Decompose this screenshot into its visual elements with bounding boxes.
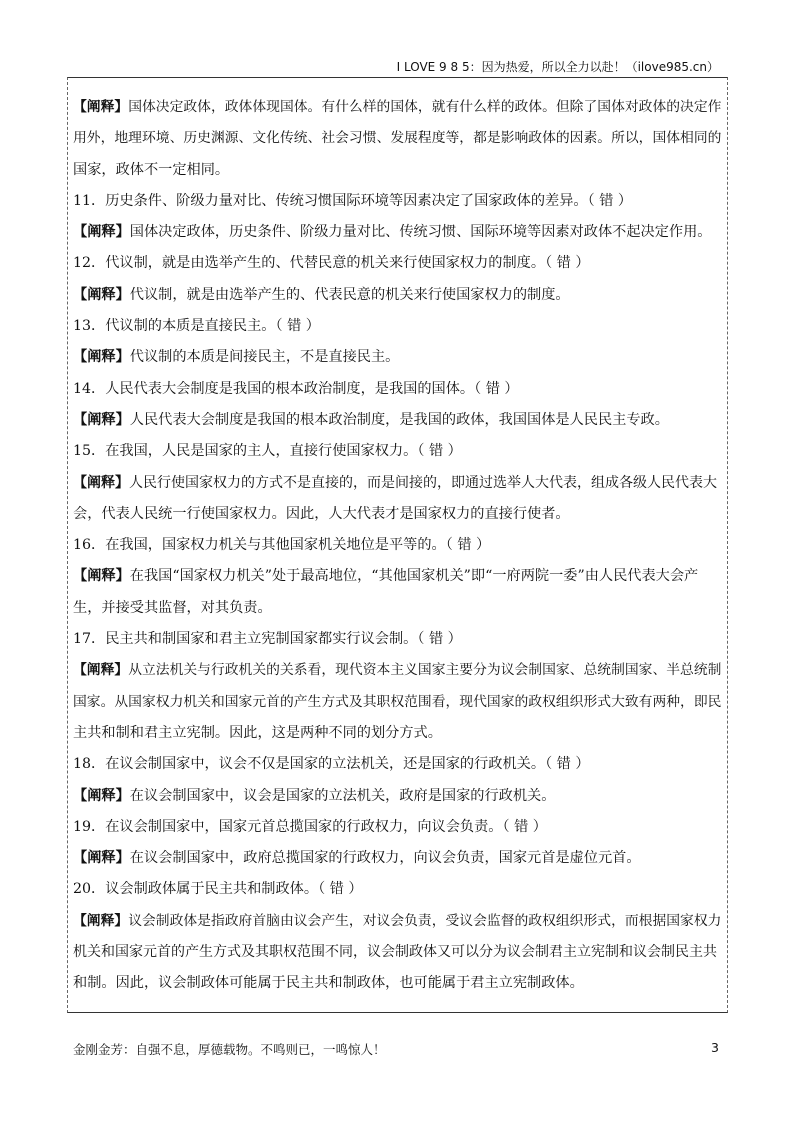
explanation-text: 国体决定政体，政体体现国体。有什么样的国体，就有什么样的政体。但除了国体对政体的决定作 [128, 99, 722, 115]
question-text: 18．在议会制国家中，议会不仅是国家的立法机关，还是国家的行政机关。（ 错 ） [73, 756, 590, 773]
explanation-tag: 【阐释】 [73, 662, 129, 679]
continuation-text: 主共和制和君主立宪制。因此，这是两种不同的划分方式。 [73, 724, 442, 741]
question-line [73, 248, 725, 279]
explanation-text: 在议会制国家中，议会是国家的立法机关，政府是国家的行政机关。 [129, 787, 556, 804]
continuation-text: 生，并接受其监督，对其负责。 [73, 599, 272, 616]
explanation-line [73, 342, 725, 373]
question-text: 20．议会制政体属于民主共和制政体。（ 错 ） [73, 881, 363, 898]
continuation-text: 机关和国家元首的产生方式及其职权范围不同，议会制政体又可以分为议会制君主立宪制和议会制民主共 [73, 944, 717, 961]
explanation-line [73, 655, 725, 686]
explanation-text: 在我国“国家权力机关”处于最高地位，“其他国家机关”即“一府两院一委”由人民代表大会产 [129, 568, 699, 585]
explanation-tag: 【阐释】 [73, 286, 130, 303]
explanation-tag: 【阐释】 [73, 912, 129, 929]
explanation-tag: 【阐释】 [73, 224, 130, 241]
continuation-text: 用外，地理环境、历史渊源、文化传统、社会习惯、发展程度等，都是影响政体的因素。所以，国体相同的 [73, 130, 722, 147]
explanation-tag: 【阐释】 [73, 411, 130, 428]
continuation-line [73, 155, 725, 186]
continuation-line [73, 937, 725, 968]
content-body [73, 92, 725, 1000]
continuation-line [73, 499, 725, 530]
question-text: 13．代议制的本质是直接民主。（ 错 ） [73, 318, 320, 335]
explanation-tag: 【阐释】 [73, 99, 129, 115]
explanation-tag: 【阐释】 [73, 349, 130, 366]
question-text: 15．在我国，人民是国家的主人，直接行使国家权力。（ 错 ） [73, 443, 462, 460]
explanation-text: 从立法机关与行政机关的关系看，现代资本主义国家主要分为议会制国家、总统制国家、半总统制 [128, 662, 722, 679]
question-text: 17．民主共和制国家和君主立宪制国家都实行议会制。（ 错 ） [73, 631, 462, 648]
continuation-line [73, 687, 725, 718]
explanation-text: 代议制的本质是间接民主，不是直接民主。 [129, 349, 400, 366]
page-header: I LOVE 9 8 5：因为热爱，所以全力以赴！（ilove985.cn） [396, 60, 719, 74]
explanation-line [73, 781, 725, 812]
explanation-line [73, 906, 725, 937]
question-line [73, 186, 725, 217]
explanation-text: 国体决定政体，历史条件、阶级力量对比、传统习惯、国际环境等因素对政体不起决定作用。 [129, 224, 712, 241]
continuation-line [73, 968, 725, 999]
explanation-line [73, 843, 725, 874]
question-line [73, 311, 725, 342]
question-text: 14．人民代表大会制度是我国的根本政治制度，是我国的国体。（ 错 ） [73, 380, 519, 397]
question-text: 19．在议会制国家中，国家元首总揽国家的行政权力，向议会负责。（ 错 ） [73, 818, 547, 835]
explanation-tag: 【阐释】 [73, 787, 130, 804]
question-line [73, 874, 725, 905]
continuation-text: 会，代表人民统一行使国家权力。因此，人大代表才是国家权力的直接行使者。 [73, 505, 570, 522]
footer-motto: 金刚金芳：自强不息，厚德载物。不鸣则已，一鸣惊人！ [73, 1042, 386, 1057]
explanation-line [73, 468, 725, 499]
explanation-text: 人民代表大会制度是我国的根本政治制度，是我国的政体，我国国体是人民民主专政。 [129, 411, 669, 428]
explanation-tag: 【阐释】 [73, 850, 130, 867]
question-line [73, 530, 725, 561]
explanation-text: 在议会制国家中，政府总揽国家的行政权力，向议会负责，国家元首是虚位元首。 [129, 850, 641, 867]
explanation-text: 代议制，就是由选举产生的、代表民意的机关来行使国家权力的制度。 [129, 286, 570, 303]
explanation-tag: 【阐释】 [73, 474, 129, 491]
explanation-line [73, 405, 725, 436]
question-line [73, 374, 725, 405]
explanation-line [73, 561, 725, 592]
explanation-line [73, 280, 725, 311]
explanation-line [73, 92, 725, 123]
page-number: 3 [711, 1040, 719, 1055]
continuation-line [73, 718, 725, 749]
continuation-text: 和制。因此，议会制政体可能属于民主共和制政体，也可能属于君主立宪制政体。 [73, 975, 584, 992]
continuation-line [73, 593, 725, 624]
question-line [73, 812, 725, 843]
question-text: 16．在我国，国家权力机关与其他国家机关地位是平等的。（ 错 ） [73, 537, 491, 554]
question-line [73, 436, 725, 467]
continuation-text: 国家，政体不一定相同。 [73, 161, 230, 178]
explanation-text: 人民行使国家权力的方式不是直接的，而是间接的，即通过选举人大代表，组成各级人民代表大 [129, 474, 717, 491]
explanation-text: 议会制政体是指政府首脑由议会产生，对议会负责，受议会监督的政权组织形式，而根据国家权力 [128, 912, 722, 929]
explanation-line [73, 217, 725, 248]
continuation-line [73, 123, 725, 154]
question-text: 12．代议制，就是由选举产生的、代替民意的机关来行使国家权力的制度。（ 错 ） [73, 255, 590, 272]
question-line [73, 749, 725, 780]
question-text: 11．历史条件、阶级力量对比、传统习惯国际环境等因素决定了国家政体的差异。（ 错 ） [73, 192, 633, 209]
continuation-text: 国家。从国家权力机关和国家元首的产生方式及其职权范围看，现代国家的政权组织形式大致有两种，即民 [73, 693, 722, 710]
question-line [73, 624, 725, 655]
explanation-tag: 【阐释】 [73, 568, 130, 585]
